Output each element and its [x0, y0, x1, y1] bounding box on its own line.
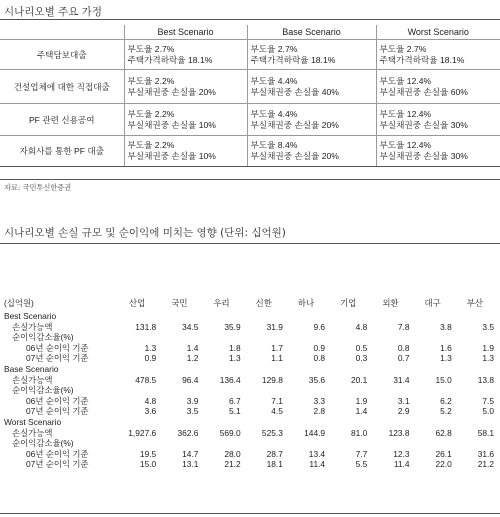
- value-cell: [243, 311, 285, 322]
- row-label: Best Scenario: [4, 311, 57, 321]
- value-cell: [327, 438, 369, 449]
- default-rate-text: 부도율 2.2%: [127, 75, 175, 86]
- value-cell: 1.2: [186, 353, 199, 364]
- value-cell: [454, 311, 496, 322]
- row-label: 손실가능액: [12, 321, 53, 332]
- assumption-cell: [124, 40, 247, 70]
- default-rate-text: 부도율 2.7%: [379, 43, 427, 54]
- value-cell: 35.9: [224, 321, 241, 332]
- bank-header: 국민: [171, 297, 188, 308]
- value-cell: [243, 364, 285, 375]
- value-cell: [200, 364, 242, 375]
- value-cell: 2.9: [397, 406, 410, 417]
- impact-row: [4, 438, 496, 449]
- value-cell: 15.0: [139, 459, 157, 470]
- value-cell: 3.5: [482, 321, 494, 332]
- loss-rate-text: 부실채권중 손실율 30%: [379, 151, 468, 161]
- value-cell: [158, 332, 200, 343]
- value-cell: 7.7: [355, 448, 368, 459]
- value-cell: 5.5: [355, 459, 368, 470]
- loss-rate-text: 주택가격하락율 18.1%: [127, 54, 213, 65]
- value-cell: [200, 417, 242, 428]
- value-cell: [454, 332, 496, 343]
- loss-rate-text: 부실채권중 손실율 20%: [250, 119, 339, 130]
- default-rate-text: 부도율 4.4%: [250, 75, 298, 86]
- row-label: 06년 순이익 기준: [26, 448, 89, 459]
- value-cell: 3.3: [313, 395, 326, 406]
- value-cell: 14.7: [182, 448, 199, 459]
- value-cell: 22.0: [435, 459, 452, 470]
- value-cell: 3.5: [186, 406, 199, 417]
- source-note: 자료: 국민투신한증권: [4, 183, 72, 192]
- loss-rate-text: 부실채권중 손실율 20%: [250, 151, 339, 161]
- impact-row: [4, 428, 496, 439]
- value-cell: 28.7: [266, 448, 283, 459]
- value-cell: 0.3: [355, 353, 368, 364]
- assumption-cell: [376, 104, 500, 136]
- value-cell: 13.4: [308, 448, 326, 459]
- value-cell: 4.8: [144, 395, 157, 406]
- value-cell: 0.5: [355, 342, 368, 353]
- value-cell: 1.4: [355, 406, 368, 417]
- default-rate-text: 부도율 8.4%: [250, 140, 298, 150]
- value-cell: 18.1: [266, 459, 283, 470]
- value-cell: 131.8: [135, 321, 157, 332]
- value-cell: [200, 311, 242, 322]
- value-cell: [158, 417, 200, 428]
- bank-header: 하나: [297, 297, 315, 308]
- assumption-cell: [124, 70, 247, 104]
- impact-bottom-rule: [0, 513, 500, 514]
- value-cell: [158, 385, 200, 396]
- value-cell: 58.1: [477, 427, 494, 438]
- value-cell: [327, 332, 369, 343]
- value-cell: [327, 364, 369, 375]
- bank-header: 부산: [466, 297, 483, 308]
- bank-header: 대구: [424, 297, 441, 308]
- value-cell: 7.5: [482, 395, 494, 406]
- value-cell: [116, 332, 158, 343]
- value-cell: [243, 417, 285, 428]
- loss-rate-text: 부실채권중 손실율 30%: [379, 119, 468, 130]
- assumption-cell: [124, 136, 247, 167]
- value-cell: 0.8: [313, 353, 326, 364]
- assumptions-bottom-rule: [0, 179, 500, 180]
- loss-rate-text: 부실채권중 손실율 40%: [250, 86, 339, 97]
- value-cell: [454, 385, 496, 396]
- value-cell: 31.9: [266, 321, 283, 332]
- header-best-scenario: Best Scenario: [124, 25, 247, 40]
- impact-row: [4, 353, 496, 364]
- value-cell: [285, 311, 327, 322]
- loss-impact-table: [4, 295, 496, 470]
- value-cell: [116, 364, 158, 375]
- assumptions-header-blank: [0, 25, 124, 40]
- value-cell: 11.4: [309, 459, 326, 470]
- value-cell: 3.1: [397, 395, 410, 406]
- bank-header: 외환: [382, 297, 399, 308]
- bank-header: 우리: [213, 297, 230, 308]
- value-cell: 15.0: [435, 374, 452, 385]
- value-cell: [285, 385, 327, 396]
- value-cell: [285, 417, 327, 428]
- value-cell: 1.9: [355, 395, 368, 406]
- assumption-cell: [376, 136, 500, 167]
- value-cell: 1,927.6: [128, 427, 157, 438]
- default-rate-text: 부도율 2.2%: [127, 108, 175, 119]
- value-cell: 0.7: [397, 353, 410, 364]
- value-cell: 11.4: [393, 459, 410, 470]
- value-cell: 0.9: [313, 342, 326, 353]
- value-cell: 6.7: [229, 395, 241, 406]
- header-base-scenario: Base Scenario: [247, 25, 376, 40]
- header-worst-scenario: Worst Scenario: [376, 25, 500, 40]
- value-cell: 1.3: [144, 342, 157, 353]
- value-cell: [327, 311, 369, 322]
- default-rate-text: 부도율 12.4%: [379, 140, 432, 150]
- value-cell: [327, 417, 369, 428]
- value-cell: 35.6: [308, 374, 326, 385]
- value-cell: 1.7: [271, 342, 283, 353]
- row-label: 순이익감소율(%): [12, 385, 74, 396]
- value-cell: 62.8: [435, 427, 452, 438]
- value-cell: [116, 311, 158, 322]
- value-cell: 1.3: [440, 353, 452, 364]
- value-cell: 144.9: [304, 427, 326, 438]
- row-label: Worst Scenario: [4, 416, 62, 427]
- value-cell: 9.6: [313, 321, 326, 332]
- value-cell: 21.2: [224, 459, 241, 470]
- value-cell: 3.9: [186, 395, 199, 406]
- value-cell: 4.8: [355, 321, 368, 332]
- value-cell: [369, 438, 411, 449]
- scenario-group-row: [4, 311, 496, 322]
- value-cell: 478.5: [135, 374, 157, 385]
- assumption-cell: [247, 104, 376, 136]
- impact-row: [4, 385, 496, 396]
- value-cell: 13.1: [182, 459, 199, 470]
- value-cell: 1.3: [229, 353, 241, 364]
- value-cell: 5.1: [229, 406, 241, 417]
- value-cell: 362.6: [177, 427, 199, 438]
- assumption-cell: [376, 70, 500, 104]
- value-cell: [412, 311, 454, 322]
- impact-row: [4, 406, 496, 417]
- value-cell: 31.6: [477, 448, 494, 459]
- row-label: 06년 순이익 기준: [26, 395, 89, 406]
- assumption-category: 건설업체에 대한 직접대출: [0, 70, 124, 104]
- value-cell: 28.0: [224, 448, 241, 459]
- row-label: 07년 순이익 기준: [26, 406, 89, 417]
- impact-row: [4, 343, 496, 354]
- value-cell: 1.1: [271, 353, 283, 364]
- assumption-cell: [247, 70, 376, 104]
- value-cell: [285, 364, 327, 375]
- row-label: Base Scenario: [4, 363, 59, 374]
- row-label: 06년 순이익 기준: [26, 342, 89, 353]
- assumptions-header-row: [0, 25, 500, 40]
- impact-row: [4, 459, 496, 470]
- value-cell: [285, 332, 327, 343]
- default-rate-text: 부도율 2.7%: [250, 43, 298, 54]
- assumption-cell: [376, 40, 500, 70]
- value-cell: [369, 332, 411, 343]
- row-label: 07년 순이익 기준: [26, 353, 89, 364]
- impact-row: [4, 375, 496, 386]
- value-cell: 21.2: [477, 459, 494, 470]
- value-cell: 0.8: [397, 342, 410, 353]
- value-cell: 1.9: [482, 342, 494, 353]
- row-label: 07년 순이익 기준: [26, 459, 89, 470]
- impact-header-row: [4, 295, 496, 311]
- assumptions-title-rule: [0, 19, 500, 20]
- assumption-cell: [247, 40, 376, 70]
- value-cell: [158, 364, 200, 375]
- value-cell: 5.0: [482, 406, 494, 417]
- value-cell: 31.4: [393, 374, 410, 385]
- impact-row: [4, 322, 496, 333]
- impact-title: 시나리오별 손실 규모 및 순이익에 미치는 영향 (단위: 십억원): [4, 227, 286, 239]
- value-cell: 3.6: [144, 406, 157, 417]
- value-cell: [200, 438, 242, 449]
- value-cell: 19.5: [139, 448, 157, 459]
- value-cell: [369, 385, 411, 396]
- value-cell: [158, 311, 200, 322]
- default-rate-text: 부도율 12.4%: [379, 75, 432, 86]
- value-cell: 20.1: [351, 374, 368, 385]
- default-rate-text: 부도율 4.4%: [250, 108, 298, 119]
- assumption-row: [0, 136, 500, 167]
- bank-header: 신한: [255, 297, 272, 308]
- assumption-category: 주택담보대출: [0, 40, 124, 70]
- value-cell: 13.8: [477, 374, 494, 385]
- value-cell: [116, 385, 158, 396]
- value-cell: 129.8: [261, 374, 283, 385]
- loss-rate-text: 부실채권중 손실율 60%: [379, 86, 468, 97]
- impact-title-rule: [0, 243, 500, 244]
- scenario-group-row: [4, 364, 496, 375]
- value-cell: 26.1: [435, 448, 452, 459]
- scenario-group-row: [4, 417, 496, 428]
- value-cell: 6.2: [440, 395, 452, 406]
- value-cell: 7.1: [271, 395, 283, 406]
- value-cell: 1.6: [440, 342, 452, 353]
- unit-label: (십억원): [4, 297, 34, 308]
- loss-rate-text: 주택가격하락율 18.1%: [379, 54, 465, 65]
- default-rate-text: 부도율 2.7%: [127, 43, 175, 54]
- value-cell: 96.4: [182, 374, 199, 385]
- assumption-row: [0, 104, 500, 136]
- assumption-cell: [124, 104, 247, 136]
- value-cell: [412, 438, 454, 449]
- bank-header: 산업: [129, 297, 146, 308]
- value-cell: 569.0: [219, 427, 241, 438]
- value-cell: [454, 417, 496, 428]
- impact-row: [4, 332, 496, 343]
- row-label: 순이익감소율(%): [12, 332, 74, 343]
- assumption-category: 자회사를 통한 PF 대출: [0, 136, 124, 167]
- value-cell: [412, 332, 454, 343]
- default-rate-text: 부도율 12.4%: [379, 108, 432, 119]
- impact-row: [4, 396, 496, 407]
- loss-rate-text: 주택가격하락율 18.1%: [250, 54, 336, 65]
- value-cell: [158, 438, 200, 449]
- value-cell: 123.8: [388, 427, 410, 438]
- value-cell: 34.5: [182, 321, 199, 332]
- impact-row: [4, 449, 496, 460]
- value-cell: 1.8: [229, 342, 241, 353]
- value-cell: 81.0: [351, 427, 368, 438]
- value-cell: [116, 417, 158, 428]
- value-cell: [116, 438, 158, 449]
- assumption-row: [0, 70, 500, 104]
- value-cell: [454, 364, 496, 375]
- value-cell: 136.4: [219, 374, 241, 385]
- value-cell: 5.2: [440, 406, 452, 417]
- row-label: 손실가능액: [12, 374, 53, 385]
- value-cell: [243, 385, 285, 396]
- value-cell: [454, 438, 496, 449]
- value-cell: [243, 332, 285, 343]
- value-cell: [412, 364, 454, 375]
- value-cell: 7.8: [397, 321, 410, 332]
- row-label: 순이익감소율(%): [12, 438, 74, 449]
- assumptions-title: 시나리오별 주요 가정: [4, 6, 102, 18]
- value-cell: 1.3: [482, 353, 494, 364]
- default-rate-text: 부도율 2.2%: [127, 140, 175, 150]
- scenario-assumptions-table: [0, 25, 500, 167]
- loss-rate-text: 부실채권중 손실율 10%: [127, 119, 216, 130]
- loss-rate-text: 부실채권중 손실율 10%: [127, 151, 216, 161]
- value-cell: 1.4: [186, 342, 199, 353]
- value-cell: 3.8: [440, 321, 452, 332]
- value-cell: [285, 438, 327, 449]
- loss-rate-text: 부실채권중 손실율 20%: [127, 86, 216, 97]
- bank-header: 기업: [340, 297, 357, 308]
- value-cell: [327, 385, 369, 396]
- assumption-category: PF 관련 신용공여: [0, 104, 124, 136]
- row-label: 손실가능액: [12, 427, 53, 438]
- value-cell: [412, 417, 454, 428]
- value-cell: [200, 332, 242, 343]
- value-cell: 525.3: [261, 427, 283, 438]
- value-cell: [369, 364, 411, 375]
- value-cell: 2.8: [313, 406, 326, 417]
- value-cell: [243, 438, 285, 449]
- value-cell: [412, 385, 454, 396]
- value-cell: 12.3: [393, 448, 410, 459]
- value-cell: [369, 311, 411, 322]
- assumption-row: [0, 40, 500, 70]
- value-cell: [369, 417, 411, 428]
- value-cell: 0.9: [144, 353, 157, 364]
- assumption-cell: [247, 136, 376, 167]
- value-cell: [200, 385, 242, 396]
- value-cell: 4.5: [271, 406, 283, 417]
